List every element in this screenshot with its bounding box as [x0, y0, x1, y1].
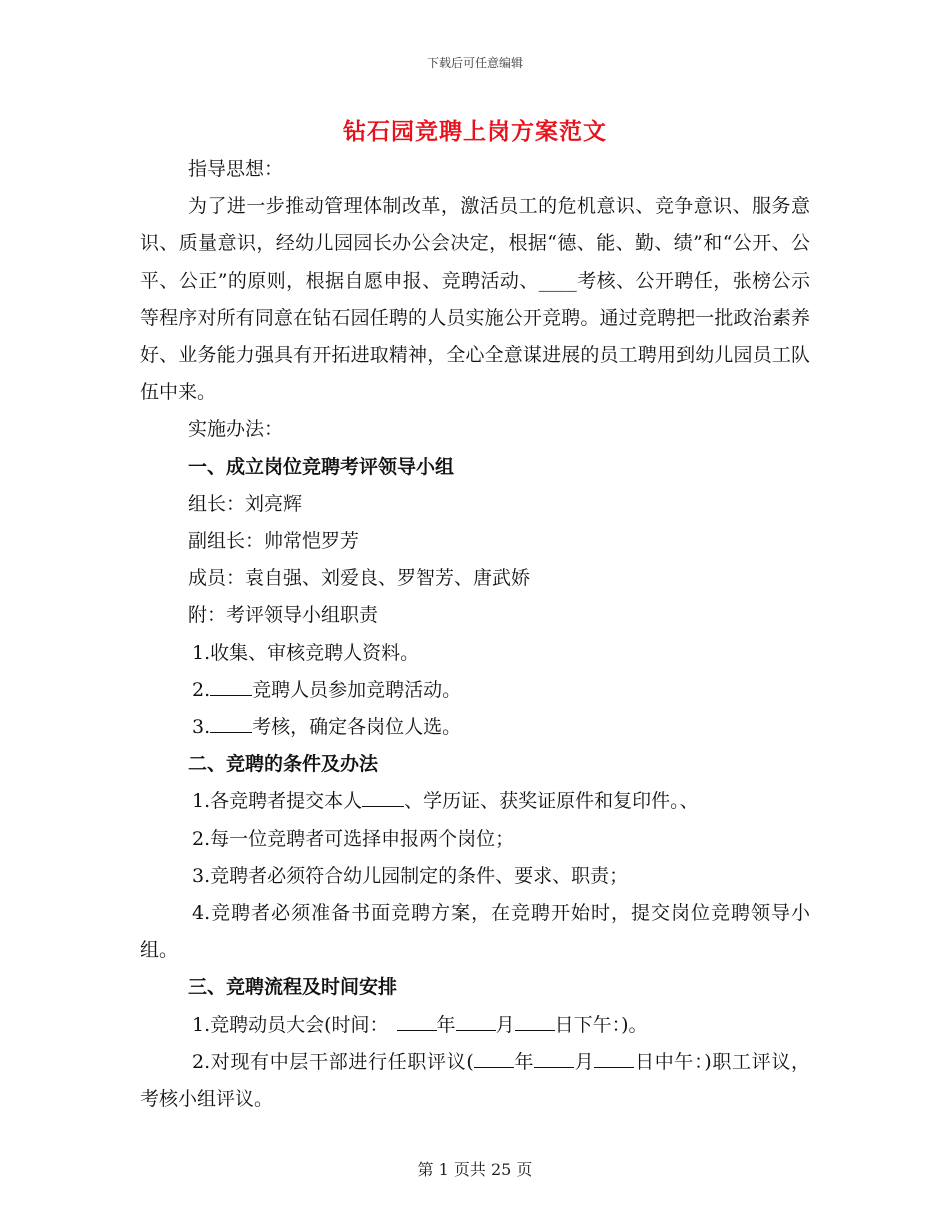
document-title: 钻石园竞聘上岗方案范文 — [343, 118, 607, 145]
section1-duty-2 — [140, 672, 810, 709]
s3-item1-prefix: 1.竞聘动员大会(时间： — [192, 1013, 389, 1036]
section2-item-3: 3.竞聘者必须符合幼儿园制定的条件、要求、职责； — [192, 864, 629, 887]
guiding-label: 指导思想： — [188, 158, 284, 180]
section2-item-4: 4.竞聘者必须准备书面竞聘方案，在竞聘开始时，提交岗位竞聘领导小组。 — [140, 902, 810, 962]
month-label: 月 — [574, 1050, 595, 1073]
fill-blank — [210, 716, 252, 733]
method-label: 实施办法： — [188, 418, 284, 441]
section1-duty-3 — [140, 709, 810, 746]
fill-blank — [362, 790, 404, 807]
section2-item-2: 2.每一位竞聘者可选择申报两个岗位； — [192, 827, 515, 850]
duty3-suffix: 考核，确定各岗位人选。 — [252, 716, 462, 739]
fill-blank — [210, 679, 252, 696]
section3-item-1 — [140, 1007, 810, 1044]
section2-heading: 二、竞聘的条件及办法 — [188, 753, 379, 776]
section3-heading: 三、竞聘流程及时间安排 — [188, 976, 398, 999]
section1-duties-label: 附：考评领导小组职责 — [188, 604, 379, 627]
duty3-prefix: 3. — [192, 716, 211, 739]
duty2-prefix: 2. — [192, 678, 211, 701]
section1-heading: 一、成立岗位竞聘考评领导小组 — [188, 455, 455, 478]
month-label: 月 — [495, 1013, 515, 1036]
fill-blank — [594, 1051, 634, 1068]
section1-duty-1: 1.收集、审核竞聘人资料。 — [192, 641, 420, 664]
fill-blank — [397, 1014, 437, 1031]
item1-suffix: 、学历证、获奖证原件和复印件。、 — [404, 790, 699, 813]
document-body — [140, 151, 810, 1118]
section1-leader: 组长：刘亮辉 — [188, 492, 303, 515]
duty2-suffix: 竞聘人员参加竞聘活动。 — [252, 678, 462, 701]
section1-members: 成员：袁自强、刘爱良、罗智芳、唐武娇 — [188, 567, 531, 590]
fill-blank — [534, 1051, 574, 1068]
header-note: 下载后可任意编辑 — [426, 56, 523, 70]
s3-item1-suffix: 日下午：)。 — [554, 1013, 648, 1036]
s3-item2-prefix: 2.对现有中层干部进行任职评议( — [192, 1050, 474, 1073]
guiding-paragraph: 为了进一步推动管理体制改革，激活员工的危机意识、竞争意识、服务意识、质量意识，经幼儿园园长办公会决定，根据“德、能、勤、绩”和“公开、公平、公正”的原则，根据自愿申报、竞聘活动、____考核、公开聘任，张榜公示等程序对所有同意在钻石园任聘的人员实施公开竞聘。通过竞聘把一批政治素养好、业务能力强具有开拓进取精神，全心全意谋进展的员工聘用到幼儿园员工队伍中来。 — [140, 195, 810, 404]
fill-blank — [474, 1051, 514, 1068]
s3-item2-suffix: 日中午：)职工评议，考核小组评议。 — [140, 1050, 810, 1111]
page-number-footer: 第 1 页共 25 页 — [417, 1160, 533, 1179]
fill-blank — [515, 1014, 555, 1031]
year-label: 年 — [513, 1050, 535, 1073]
item1-prefix: 1.各竞聘者提交本人 — [192, 790, 363, 813]
section1-deputy: 副组长：帅常恺罗芳 — [188, 530, 360, 553]
section2-item-1 — [140, 783, 810, 820]
fill-blank — [456, 1014, 496, 1031]
section3-item-2 — [140, 1044, 810, 1118]
year-label: 年 — [436, 1013, 456, 1036]
